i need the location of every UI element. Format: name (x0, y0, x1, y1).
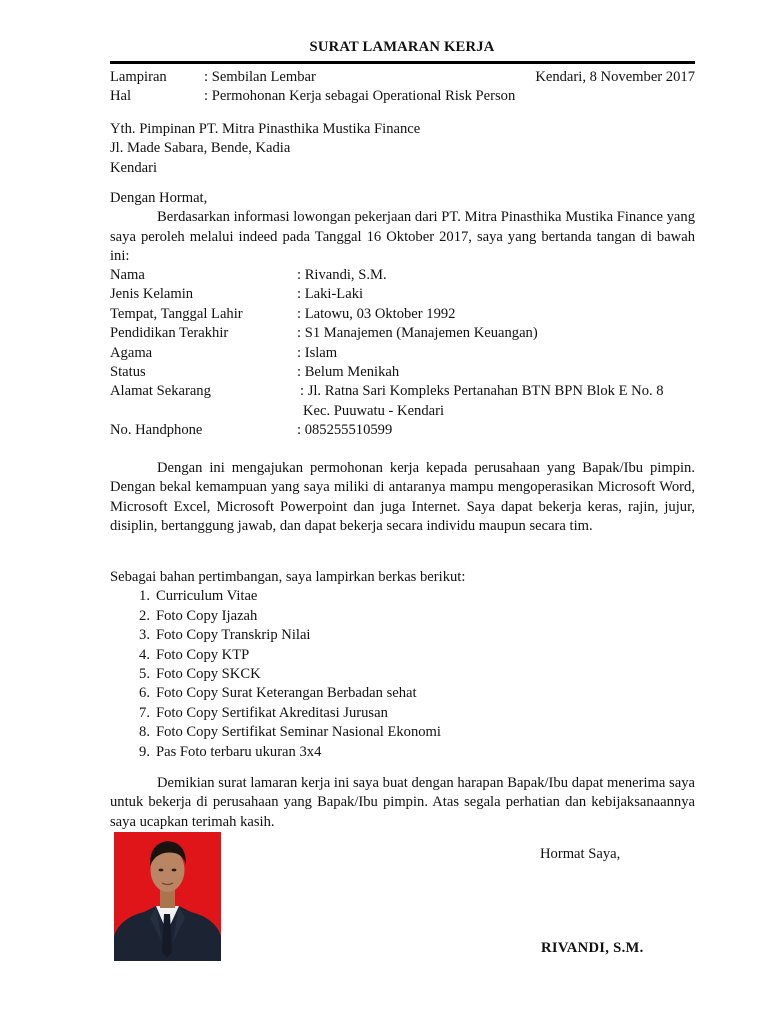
detail-row (110, 285, 710, 304)
detail-row (110, 363, 710, 382)
letter-meta (110, 68, 695, 107)
detail-label: Tempat, Tanggal Lahir (110, 305, 243, 322)
detail-value: : Rivandi, S.M. (297, 267, 387, 283)
list-item: 4. Foto Copy KTP (139, 646, 250, 663)
recipient-line: Jl. Made Sabara, Bende, Kadia (110, 140, 291, 157)
applicant-photo (114, 832, 221, 961)
detail-row (110, 266, 710, 285)
detail-row (110, 344, 710, 363)
recipient-line: Kendari (110, 159, 158, 176)
detail-row (110, 421, 710, 440)
intro-paragraph: Berdasarkan informasi lowongan pekerjaan dari PT. Mitra Pinasthika Mustika Finance yang saya peroleh melalui indeed pada Tanggal 16 Oktober 2017, saya yang bertanda tangan di bawah ini: (110, 209, 695, 265)
list-item: 6. Foto Copy Surat Keterangan Berbadan sehat (139, 685, 417, 702)
personal-details (110, 266, 710, 441)
detail-value: : Islam (297, 344, 338, 361)
detail-label: Agama (110, 344, 153, 361)
detail-row-continued (110, 402, 710, 421)
recipient-block (110, 120, 695, 178)
attachments-block (110, 568, 695, 762)
detail-row (110, 324, 710, 343)
detail-value: : Laki-Laki (297, 286, 364, 303)
list-item: 9. Pas Foto terbaru ukuran 3x4 (139, 743, 322, 760)
lampiran-value: : Sembilan Lembar (204, 69, 316, 85)
detail-value: : Jl. Ratna Sari Kompleks Pertanahan BTN BPN Blok E No. 8 (300, 383, 664, 400)
detail-label: No. Handphone (110, 422, 203, 439)
detail-label: Nama (110, 267, 145, 283)
detail-row (110, 305, 710, 324)
letter-title: SURAT LAMARAN KERJA (309, 39, 495, 55)
detail-value: : 085255510599 (297, 422, 393, 439)
attachments-list (110, 587, 695, 762)
detail-label: Alamat Sekarang (110, 383, 211, 400)
list-item: 3. Foto Copy Transkrip Nilai (139, 627, 311, 644)
signoff: Hormat Saya, (540, 846, 621, 862)
hal-label: Hal (110, 88, 132, 105)
detail-label: Pendidikan Terakhir (110, 325, 229, 342)
application-paragraph: Dengan ini mengajukan permohonan kerja kepada perusahaan yang Bapak/Ibu pimpin. Dengan bekal kemampuan yang saya miliki di antaranya mampu mengoperasikan Microsoft Word, Microsoft Excel, Microsoft Powerpoint dan juga Internet. Saya dapat bekerja keras, rajin, jujur, disiplin, bertanggung jawab, dan dapat bekerja secara individu maupun secara tim. (110, 460, 695, 535)
detail-value: : Belum Menikah (297, 364, 400, 381)
list-item: 2. Foto Copy Ijazah (139, 607, 258, 624)
lampiran-label: Lampiran (110, 69, 167, 85)
hal-value: : Permohonan Kerja sebagai Operational Risk Person (204, 88, 516, 105)
list-item: 1. Curriculum Vitae (139, 588, 258, 605)
applicant-portrait (114, 832, 221, 961)
detail-label: Jenis Kelamin (110, 286, 194, 303)
greeting: Dengan Hormat, (110, 190, 208, 206)
detail-value-continued: Kec. Puuwatu - Kendari (303, 402, 445, 419)
list-item: 8. Foto Copy Sertifikat Seminar Nasional Ekonomi (139, 724, 441, 741)
detail-value: : Latowu, 03 Oktober 1992 (297, 305, 456, 322)
list-item: 7. Foto Copy Sertifikat Akreditasi Jurusan (139, 704, 388, 721)
detail-label: Status (110, 364, 146, 381)
list-item: 5. Foto Copy SKCK (139, 666, 261, 683)
opening-block (110, 189, 695, 267)
signature-name: RIVANDI, S.M. (541, 940, 644, 956)
attachments-intro: Sebagai bahan pertimbangan, saya lampirkan berkas berikut: (110, 569, 466, 585)
detail-row (110, 382, 710, 401)
detail-value: : S1 Manajemen (Manajemen Keuangan) (297, 325, 538, 342)
closing-paragraph: Demikian surat lamaran kerja ini saya buat dengan harapan Bapak/Ibu dapat menerima saya untuk bekerja di perusahaan yang Bapak/Ibu pimpin. Atas segala perhatian dan kebijaksanaannya saya ucapkan terimah kasih. (110, 775, 695, 830)
place-date: Kendari, 8 November 2017 (535, 69, 695, 85)
title-divider (110, 61, 695, 64)
recipient-line: Yth. Pimpinan PT. Mitra Pinasthika Mustika Finance (110, 121, 421, 137)
